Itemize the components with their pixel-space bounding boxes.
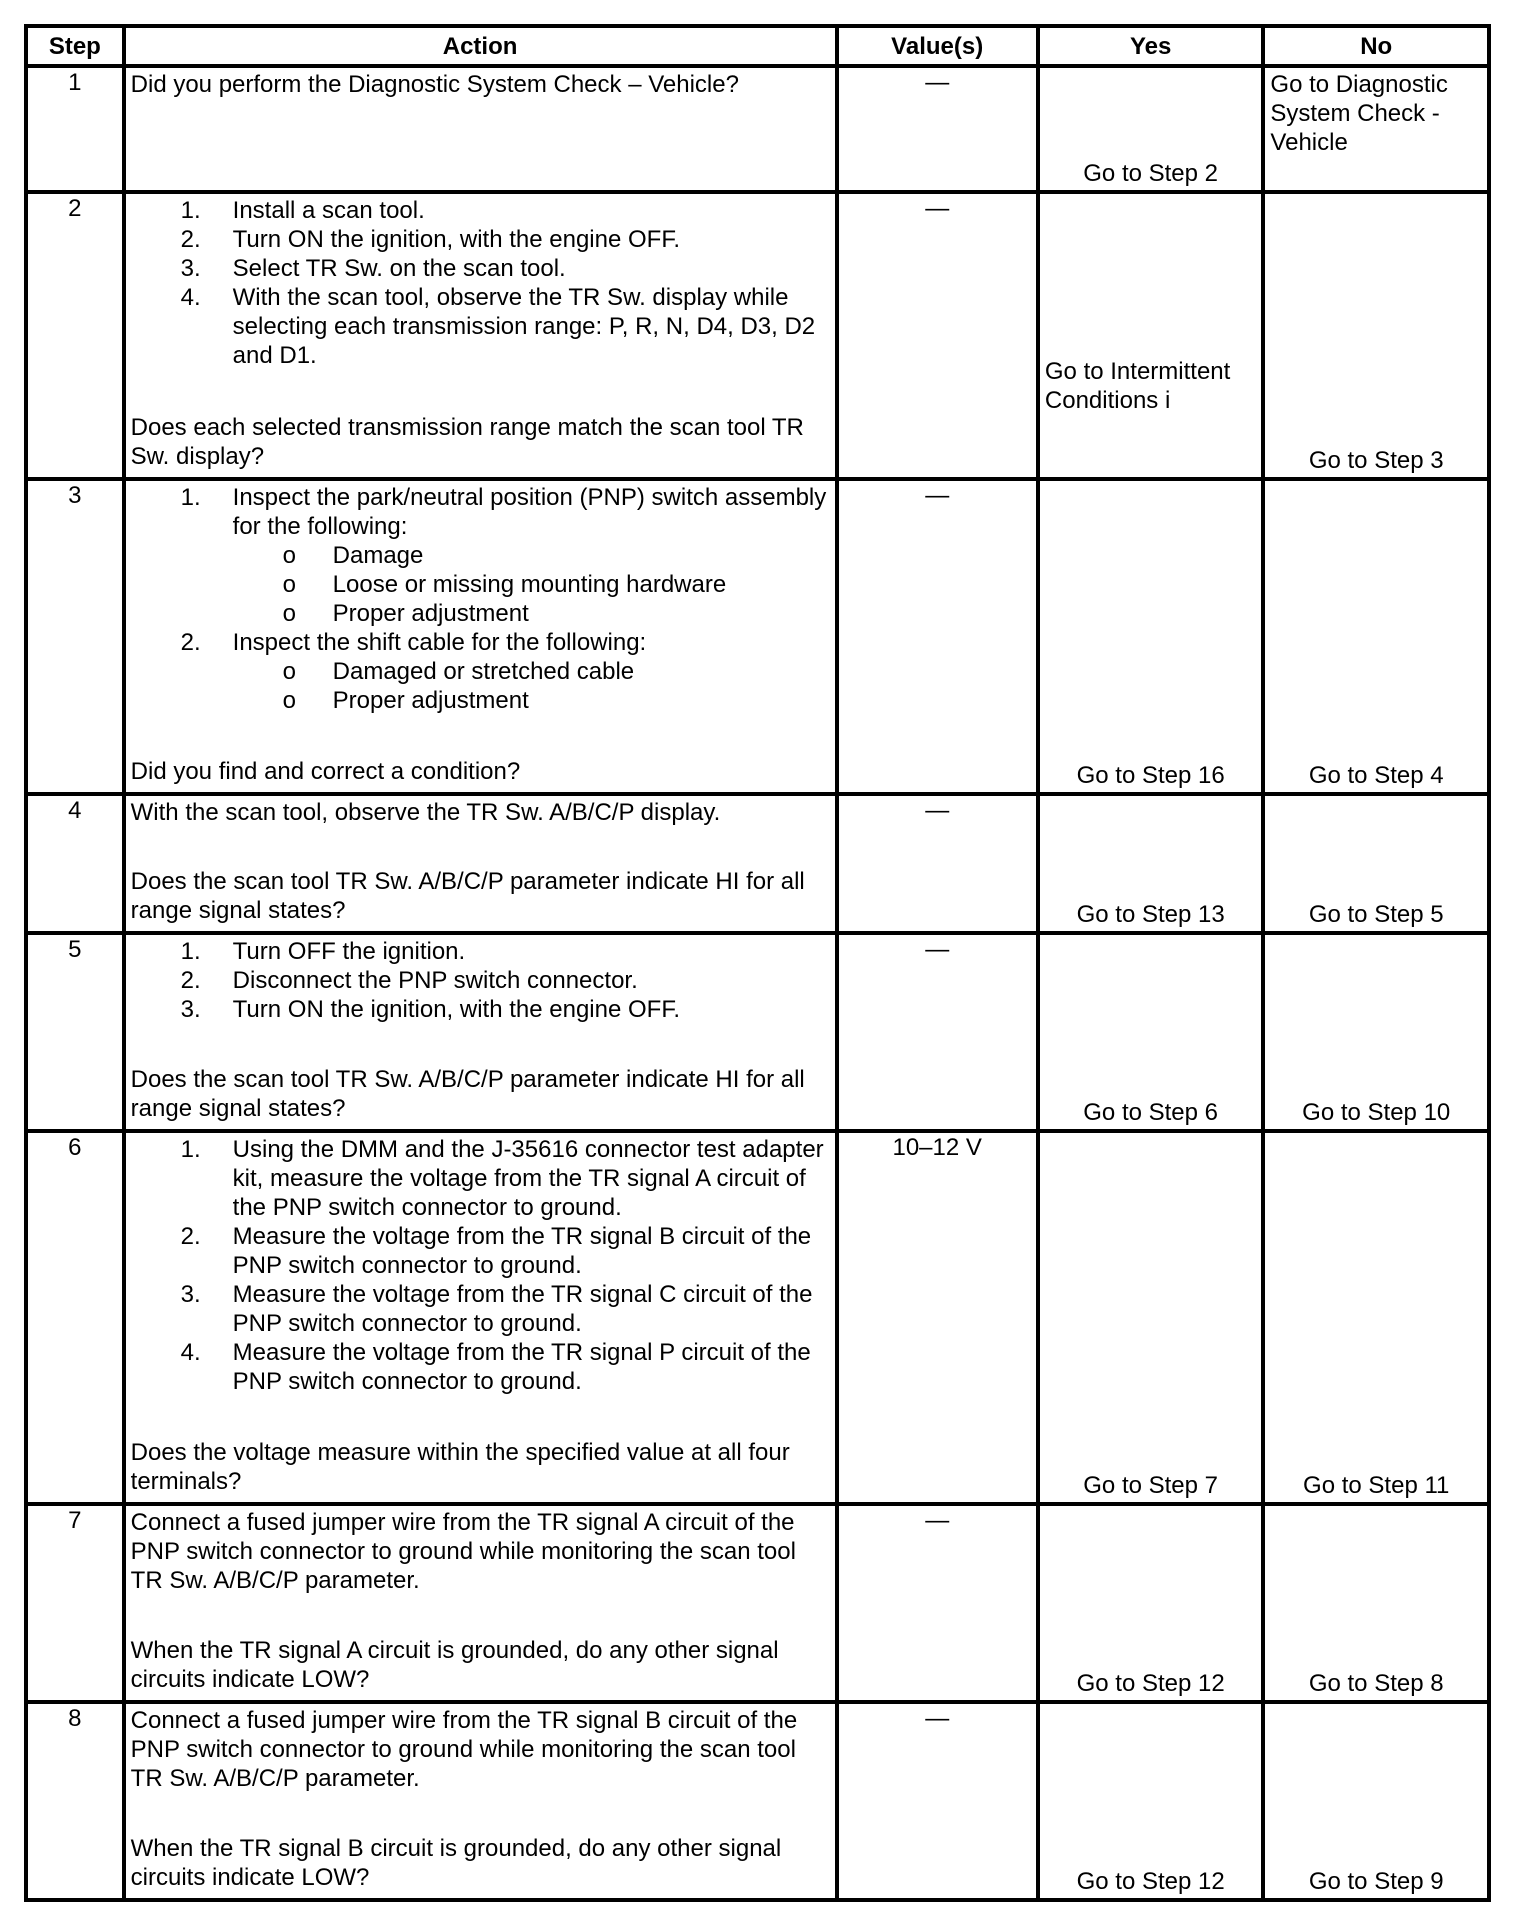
action-cell: [124, 1702, 837, 1900]
instruction-item: 3. Select TR Sw. on the scan tool.: [180, 255, 566, 282]
question-text: Does the voltage measure within the specified value at all four terminals?: [130, 1439, 790, 1495]
table-row: [26, 192, 1489, 479]
no-cell: [1263, 479, 1489, 794]
instruction-item: 4. With the scan tool, observe the TR Sw. display while selecting each transmission range: P, R, N, D4, D3, D2 and D1.: [180, 284, 816, 369]
yes-cell: [1038, 192, 1264, 479]
yes-cell: [1038, 479, 1264, 794]
sub-list: [131, 657, 831, 715]
table-row: [26, 1131, 1489, 1504]
instruction-list: [131, 196, 831, 370]
no-cell: [1263, 933, 1489, 1131]
instruction-list: [131, 483, 831, 715]
value-cell: 10–12 V: [837, 1131, 1038, 1504]
yes-cell: [1038, 1702, 1264, 1900]
sub-item: o Loose or missing mounting hardware: [282, 571, 727, 598]
no-cell: [1263, 66, 1489, 192]
action-cell: [124, 933, 837, 1131]
instruction-item: 1. Turn OFF the ignition.: [180, 938, 466, 965]
no-cell: [1263, 1131, 1489, 1504]
action-cell: [124, 192, 837, 479]
yes-cell: [1038, 794, 1264, 933]
action-cell: [124, 1131, 837, 1504]
action-text: Connect a fused jumper wire from the TR signal A circuit of the PNP switch connector to ground while monitoring the scan tool TR Sw. A/B/C/P parameter.: [130, 1509, 796, 1594]
header-no: No: [1263, 26, 1489, 66]
yes-cell: [1038, 933, 1264, 1131]
question-text: Does the scan tool TR Sw. A/B/C/P parameter indicate HI for all range signal states?: [130, 1066, 805, 1122]
instruction-item: 2. Turn ON the ignition, with the engine OFF.: [180, 226, 680, 253]
no-result: Go to Step 3: [1308, 447, 1444, 474]
no-cell: [1263, 794, 1489, 933]
yes-result: Go to Step 12: [1076, 1670, 1225, 1697]
yes-cell: [1038, 1504, 1264, 1702]
yes-cell: [1038, 66, 1264, 192]
no-result: Go to Diagnostic System Check - Vehicle: [1270, 71, 1448, 156]
instruction-item: 2. Inspect the shift cable for the following: o Damaged or stretched cable o Proper adjustment: [131, 628, 831, 715]
action-cell: [124, 66, 837, 192]
no-result: Go to Step 5: [1308, 901, 1444, 928]
instruction-list: [131, 937, 831, 1024]
header-yes: Yes: [1038, 26, 1264, 66]
instruction-list: [131, 1135, 831, 1396]
sub-list: [131, 541, 831, 628]
step-number: 5: [26, 933, 124, 1131]
table-row: [26, 1702, 1489, 1900]
sub-item: o Proper adjustment: [282, 687, 529, 714]
table-row: [26, 479, 1489, 794]
value-cell: —: [837, 933, 1038, 1131]
instruction-item: 4. Measure the voltage from the TR signal P circuit of the PNP switch connector to ground.: [180, 1339, 811, 1395]
header-values: Value(s): [837, 26, 1038, 66]
instruction-item: 3. Turn ON the ignition, with the engine OFF.: [180, 996, 680, 1023]
action-text: Did you perform the Diagnostic System Check – Vehicle?: [130, 71, 739, 98]
instruction-item: 1. Install a scan tool.: [180, 197, 425, 224]
question-text: When the TR signal B circuit is grounded, do any other signal circuits indicate LOW?: [130, 1835, 782, 1891]
yes-result: Go to Step 16: [1076, 762, 1225, 789]
value-cell: —: [837, 1702, 1038, 1900]
no-result: Go to Step 8: [1308, 1670, 1444, 1697]
step-number: 3: [26, 479, 124, 794]
step-number: 6: [26, 1131, 124, 1504]
instruction-item: 3. Measure the voltage from the TR signal C circuit of the PNP switch connector to ground.: [180, 1281, 813, 1337]
diagnostic-table: [24, 24, 1491, 1902]
sub-item: o Damage: [282, 542, 424, 569]
step-number: 1: [26, 66, 124, 192]
header-action: Action: [124, 26, 837, 66]
no-result: Go to Step 11: [1303, 1472, 1450, 1499]
instruction-item: 2. Measure the voltage from the TR signal B circuit of the PNP switch connector to ground.: [180, 1223, 812, 1279]
action-cell: [124, 479, 837, 794]
value-cell: —: [837, 794, 1038, 933]
instruction-item: 1. Inspect the park/neutral position (PNP) switch assembly for the following: o Damage o Loose or missing mounting hardware o Proper adjustment: [131, 483, 831, 628]
table-row: [26, 794, 1489, 933]
step-number: 7: [26, 1504, 124, 1702]
value-cell: —: [837, 1504, 1038, 1702]
action-text: With the scan tool, observe the TR Sw. A/B/C/P display.: [130, 799, 721, 826]
value-cell: —: [837, 192, 1038, 479]
table-row: [26, 933, 1489, 1131]
value-cell: —: [837, 66, 1038, 192]
sub-item: o Damaged or stretched cable: [282, 658, 635, 685]
no-result: Go to Step 9: [1308, 1868, 1444, 1895]
no-cell: [1263, 1702, 1489, 1900]
header-row: [26, 26, 1489, 66]
no-result: Go to Step 10: [1302, 1099, 1451, 1126]
instruction-item: 2. Disconnect the PNP switch connector.: [180, 967, 638, 994]
question-text: Does each selected transmission range match the scan tool TR Sw. display?: [130, 414, 804, 470]
action-text: Connect a fused jumper wire from the TR signal B circuit of the PNP switch connector to ground while monitoring the scan tool TR Sw. A/B/C/P parameter.: [130, 1707, 798, 1792]
step-number: 4: [26, 794, 124, 933]
action-cell: [124, 794, 837, 933]
question-text: Does the scan tool TR Sw. A/B/C/P parameter indicate HI for all range signal states?: [130, 868, 805, 924]
step-number: 2: [26, 192, 124, 479]
action-cell: [124, 1504, 837, 1702]
value-cell: —: [837, 479, 1038, 794]
no-result: Go to Step 4: [1308, 762, 1444, 789]
no-cell: [1263, 1504, 1489, 1702]
yes-result: Go to Step 12: [1076, 1868, 1225, 1895]
yes-result: Go to Step 13: [1076, 901, 1225, 928]
question-text: When the TR signal A circuit is grounded, do any other signal circuits indicate LOW?: [130, 1637, 779, 1693]
table-row: [26, 66, 1489, 192]
question-text: Did you find and correct a condition?: [130, 758, 521, 785]
yes-cell: [1038, 1131, 1264, 1504]
header-step: Step: [26, 26, 124, 66]
yes-result: Go to Step 7: [1083, 1472, 1219, 1499]
step-number: 8: [26, 1702, 124, 1900]
table-row: [26, 1504, 1489, 1702]
yes-result: Go to Intermittent Conditions i: [1044, 358, 1231, 414]
yes-result: Go to Step 2: [1083, 160, 1219, 187]
instruction-item: 1. Using the DMM and the J-35616 connector test adapter kit, measure the voltage from the TR signal A circuit of the PNP switch connector to ground.: [180, 1136, 824, 1221]
yes-result: Go to Step 6: [1083, 1099, 1219, 1126]
sub-item: o Proper adjustment: [282, 600, 529, 627]
no-cell: [1263, 192, 1489, 479]
